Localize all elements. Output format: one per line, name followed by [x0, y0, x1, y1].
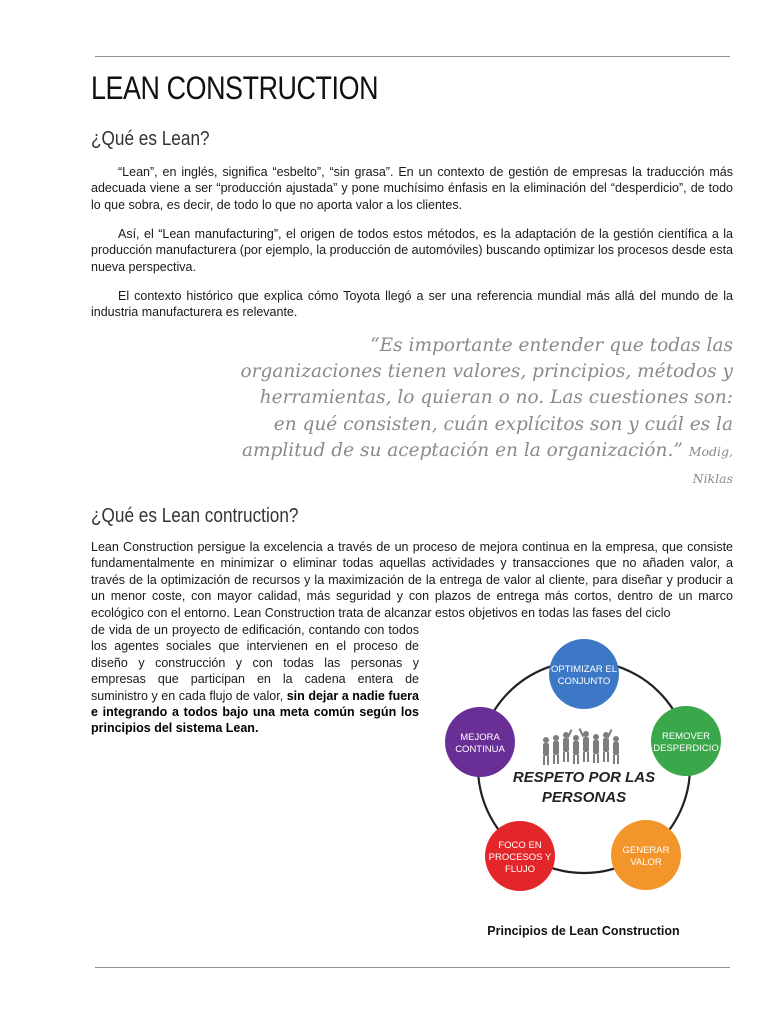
principle-node-3-label-line2: VALOR — [630, 857, 662, 868]
principle-node-2-label-line1: REMOVER — [661, 731, 711, 742]
lean-principles-diagram — [432, 628, 735, 905]
paragraph-normal-text: de vida de un proyecto de edificación, contando con todos los agentes sociales que intervienen en el proceso de diseño y construcción y con todas las personas y empresas que participan en la cadena entera de suministro y en cada flujo de valor, — [91, 623, 419, 703]
pull-quote — [236, 333, 733, 492]
diagram-caption: Principios de Lean Construction — [487, 924, 680, 938]
principle-node-4-label-line2: PROCESOS Y — [488, 852, 552, 863]
center-label-line1: RESPETO POR LAS — [512, 769, 656, 786]
principle-node-5-label-line2: CONTINUA — [455, 744, 505, 755]
bottom-rule — [95, 967, 730, 968]
section-heading-que-es-lean: ¿Qué es Lean? — [91, 128, 210, 150]
principle-node-4-label-line3: FLUJO — [504, 864, 536, 875]
paragraph-lean-manufacturing: Así, el “Lean manufacturing”, el origen de todos estos métodos, es la adaptación de la gestión científica a la producción manufacturera (por ejemplo, la producción de automóviles) buscando optimizar los procesos desde esta nueva perspectiva. — [91, 227, 733, 274]
principle-node-1-label-line1: OPTIMIZAR EL — [551, 664, 617, 675]
paragraph-lean-construction-lifecycle — [91, 622, 419, 737]
principle-node-2-label-line2: DESPERDICIO — [653, 743, 719, 754]
principle-node-5-label-line1: MEJORA — [460, 732, 500, 743]
quote-text: “Es importante entender que todas las organizaciones tienen valores, principios, métodos y herramientas, lo quieran o no. Las cuestiones son: en qué consisten, cuán explícitos son y cuál es la amplitud de su aceptación en la organización.” — [240, 335, 733, 461]
paragraph-bold-text: sin dejar a nadie fuera e integrando a todos bajo una meta común según los principios del sistema Lean. — [91, 688, 419, 736]
paragraph-toyota-context: El contexto histórico que explica cómo Toyota llegó a ser una referencia mundial más allá del mundo de la industria manufacturera es relevante. — [91, 289, 733, 320]
section-heading-lean-construction: ¿Qué es Lean contruction? — [91, 505, 299, 527]
principle-nodes — [445, 639, 721, 891]
principle-node-4-label-line1: FOCO EN — [498, 840, 542, 851]
people-silhouettes-icon — [543, 728, 619, 765]
principle-node-1-label-line2: CONJUNTO — [557, 676, 611, 687]
center-label-line2: PERSONAS — [541, 789, 627, 806]
paragraph-lean-construction-intro: Lean Construction persigue la excelencia a través de un proceso de mejora continua en la empresa, que consiste fundamentalmente en minimizar o eliminar todas aquellas actividades y transacciones que no añaden valor, a través de la optimización de recursos y la maximización de la entrega de valor al cliente, para diseñar y producir a un menor coste, con mayor calidad, más seguridad y con plazos de entrega más cortos, dentro de un marco ecológico con el entorno. Lean Construction trata de alcanzar estos objetivos en todas las fases del ciclo — [91, 540, 733, 620]
paragraph-lean-definition: “Lean”, en inglés, significa “esbelto”, “sin grasa”. En un contexto de gestión de empresas la traducción más adecuada viene a ser “producción ajustada” y pone muchísimo énfasis en la eliminación del “desperdicio”, de todo lo que sobra, es decir, de todo lo que no aporta valor a los clientes. — [91, 165, 733, 212]
principle-node-3-label-line1: GENERAR — [622, 845, 670, 856]
top-rule — [95, 56, 730, 57]
page-title: LEAN CONSTRUCTION — [91, 70, 379, 106]
quote-author: Modig, Niklas — [688, 443, 733, 487]
